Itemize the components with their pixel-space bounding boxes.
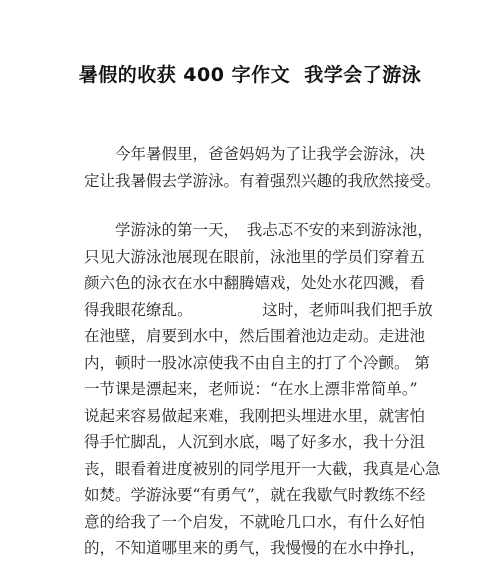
paragraph-line: 内，顿时一股冰凉使我不由自主的打了个冷颤。 第: [84, 353, 430, 372]
paragraph-line: 在池壁，肩要到水中，然后围着池边走动。走进池: [84, 327, 426, 345]
paragraph-line: 丧，眼看着进度被别的同学甩开一大截，我真是心急: [84, 459, 441, 478]
paragraph-line: 颜六色的泳衣在水中翻腾嬉戏，处处水花四溅，看: [84, 274, 426, 292]
paragraph-line: 说起来容易做起来难，我刚把头埋进水里，就害怕: [84, 406, 426, 425]
paragraph-line: 得我眼花缭乱。 这时，老师叫我们把手放: [84, 300, 433, 319]
paragraph-line: 如焚。学游泳要“有勇气”，就在我歇气时教练不经: [84, 486, 426, 504]
paragraph-2: [84, 217, 441, 562]
paragraph-line: 得手忙脚乱，人沉到水底，喝了好多水，我十分沮: [84, 433, 426, 451]
paragraph-line: 的，不知道哪里来的勇气，我慢慢的在水中挣扎，: [84, 539, 426, 557]
paragraph-line: 只见大游泳池展现在眼前，泳池里的学员们穿着五: [84, 247, 426, 266]
paragraph-line: 今年暑假里，爸爸妈妈为了让我学会游泳，决: [84, 145, 426, 163]
paragraph-1: [84, 141, 441, 194]
paragraph-line: 意的给我了一个启发，不就呛几口水，有什么好怕: [84, 512, 426, 531]
paragraph-line: 一节课是漂起来，老师说：“在水上漂非常简单。”: [84, 380, 418, 398]
paragraph-line: 学游泳的第一天， 我忐忑不安的来到游泳池，: [84, 221, 433, 239]
document-title: 暑假的收获 400 字作文 我学会了游泳: [78, 64, 422, 86]
paragraph-line: 定让我暑假去学游泳。有着强烈兴趣的我欣然接受。: [84, 171, 441, 190]
